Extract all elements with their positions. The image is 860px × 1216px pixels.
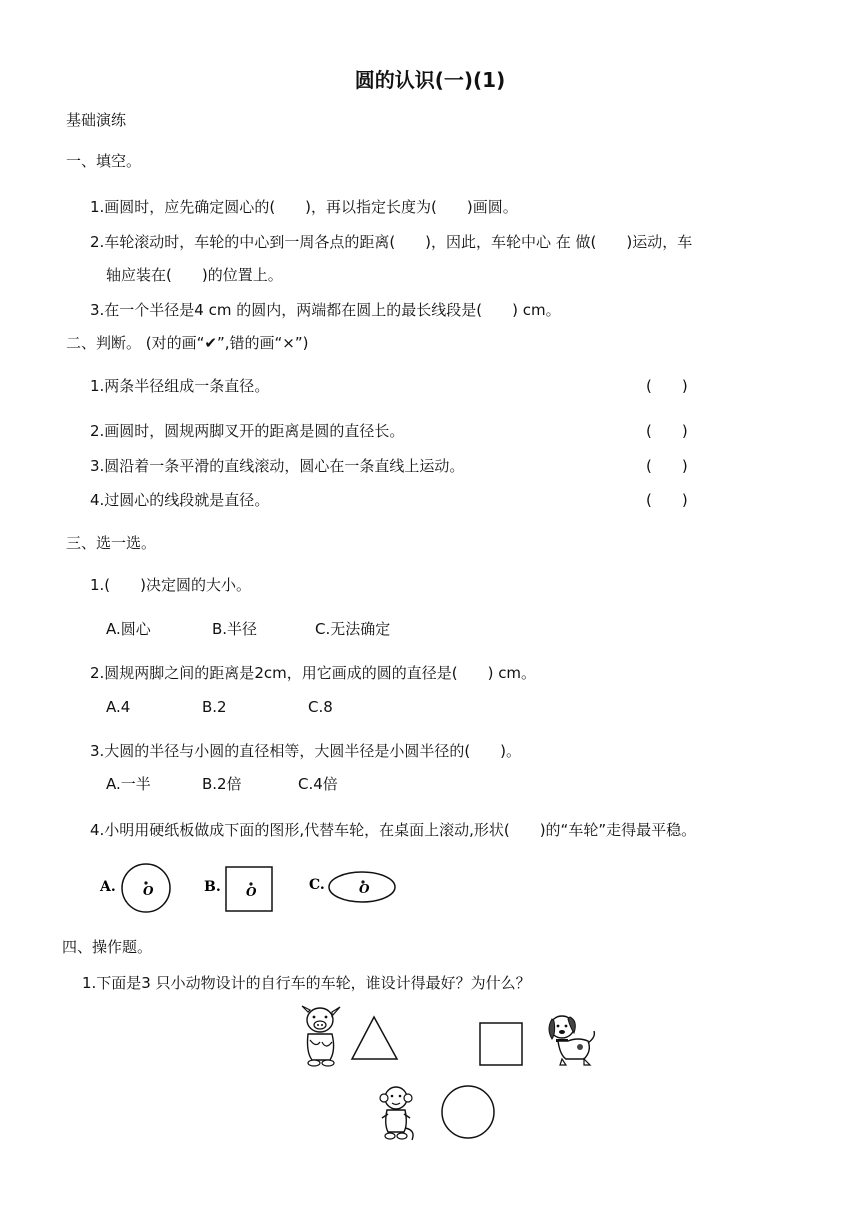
square-wheel: [478, 1021, 524, 1067]
triangle-wheel: [350, 1015, 400, 1061]
section1-heading: 一、填空。: [66, 152, 142, 170]
option-a: A.4: [106, 698, 131, 716]
option-c: C.8: [308, 698, 333, 716]
option-c: C.4倍: [298, 775, 338, 793]
section3-heading: 三、选一选。: [66, 534, 157, 552]
page-title: 圆的认识(一)(1): [354, 68, 506, 92]
choice-question-3: 3.大圆的半径与小圆的直径相等，大圆半径是小圆半径的( )。: [90, 742, 522, 760]
judge-item-2: 2.画圆时，圆规两脚叉开的距离是圆的直径长。: [90, 422, 405, 440]
judge-item-1: 1.两条半径组成一条直径。: [90, 377, 270, 395]
option-b: B.2倍: [202, 775, 242, 793]
figure-label-b: B.: [204, 879, 221, 895]
dog-illustration: [544, 1011, 600, 1067]
answer-paren: ( ): [646, 457, 688, 475]
center-label: O: [246, 885, 257, 899]
figure-label-c: C.: [309, 877, 325, 893]
fill-question-2-line2: 轴应装在( )的位置上。: [106, 266, 283, 284]
option-a: A.圆心: [106, 620, 151, 638]
choice-question-2: 2.圆规两脚之间的距离是2cm，用它画成的圆的直径是( ) cm。: [90, 664, 537, 682]
option-b: B.2: [202, 698, 227, 716]
wheel-shapes-figure: [100, 858, 420, 918]
center-label: O: [143, 884, 154, 898]
judge-item-3: 3.圆沿着一条平滑的直线滚动，圆心在一条直线上运动。: [90, 457, 465, 475]
option-c: C.无法确定: [315, 620, 391, 638]
fill-question-1: 1.画圆时，应先确定圆心的( )，再以指定长度为( )画圆。: [90, 198, 518, 216]
subtitle: 基础演练: [66, 111, 127, 129]
choice-question-1: 1.( )决定圆的大小。: [90, 576, 252, 594]
fill-question-3: 3.在一个半径是4 cm 的圆内，两端都在圆上的最长线段是( ) cm。: [90, 301, 561, 319]
pig-illustration: [296, 1004, 346, 1068]
operation-question-1: 1.下面是3 只小动物设计的自行车的车轮，谁设计得最好？为什么？: [82, 974, 531, 992]
answer-paren: ( ): [646, 377, 688, 395]
option-a: A.一半: [106, 775, 151, 793]
section4-heading: 四、操作题。: [62, 938, 153, 956]
choice-question-4: 4.小明用硬纸板做成下面的图形,代替车轮，在桌面上滚动,形状( )的“车轮”走得最平稳。: [90, 821, 697, 839]
center-label: O: [359, 882, 370, 896]
answer-paren: ( ): [646, 422, 688, 440]
section2-heading: 二、判断。 (对的画“✔”,错的画“×”): [66, 334, 309, 352]
circle-wheel: [440, 1086, 496, 1142]
answer-paren: ( ): [646, 491, 688, 509]
option-b: B.半径: [212, 620, 258, 638]
figure-label-a: A.: [100, 879, 116, 895]
monkey-illustration: [374, 1084, 418, 1144]
fill-question-2-line1: 2.车轮滚动时，车轮的中心到一周各点的距离( )，因此，车轮中心 在 做( )运动，车: [90, 233, 693, 251]
judge-item-4: 4.过圆心的线段就是直径。: [90, 491, 270, 509]
